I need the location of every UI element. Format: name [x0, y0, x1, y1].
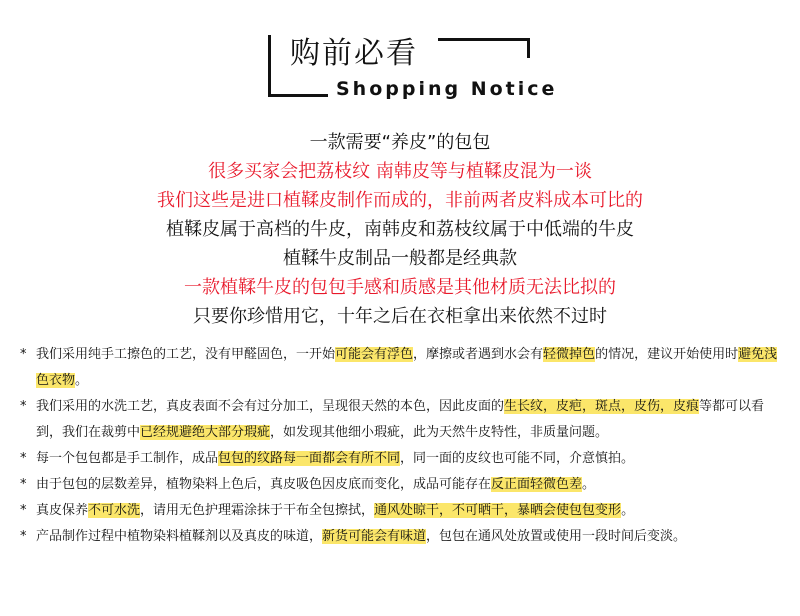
title-frame-top-line [438, 38, 530, 41]
notice-text: 。 [75, 373, 89, 388]
highlighted-text: 避免浅色衣物 [36, 347, 778, 388]
notice-text: ，同一面的皮纹也可能不同，介意慎拍。 [400, 451, 635, 466]
intro-line: 很多买家会把荔枝纹 南韩皮等与植鞣皮混为一谈 [208, 161, 592, 182]
notice-text: 的情况，建议开始使用时 [595, 347, 739, 362]
intro-line: 一款需要“养皮”的包包 [309, 132, 491, 153]
intro-line: 一款植鞣牛皮的包包手感和质感是其他材质无法比拟的 [184, 277, 616, 298]
title-frame-left-line [268, 35, 271, 97]
highlighted-text: 生长纹，皮疤，斑点，皮伤，皮痕 [504, 399, 700, 414]
notice-list [18, 342, 788, 550]
notice-text: 。 [621, 503, 635, 518]
bullet-star-icon: * [20, 529, 27, 544]
notice-text: 每一个包包都是手工制作，成品 [36, 451, 219, 466]
highlighted-text: 反正面轻微色差 [491, 477, 583, 492]
notice-text: 真皮保养 [36, 503, 89, 518]
notice-text: 产品制作过程中植物染料植鞣剂以及真皮的味道， [36, 529, 323, 544]
notice-text: ，如发现其他细小瑕疵，此为天然牛皮特性，非质量问题。 [270, 425, 609, 440]
notice-text: 我们采用纯手工擦色的工艺，没有甲醛固色，一开始 [36, 347, 336, 362]
notice-text: ，请用无色护理霜涂抹于干布全包擦拭， [140, 503, 375, 518]
bullet-star-icon: * [20, 399, 27, 414]
bullet-star-icon: * [20, 477, 27, 492]
highlighted-text: 已经规避绝大部分瑕疵 [140, 425, 271, 440]
notice-item [18, 342, 788, 394]
notice-text: ，摩擦或者遇到水会有 [413, 347, 544, 362]
bullet-star-icon: * [20, 451, 27, 466]
highlighted-text: 包包的纹路每一面都会有所不同 [218, 451, 401, 466]
page-title: 购前必看 [290, 36, 418, 71]
intro-line: 植鞣皮属于高档的牛皮，南韩皮和荔枝纹属于中低端的牛皮 [166, 219, 634, 240]
highlighted-text: 新货可能会有味道 [322, 529, 427, 544]
intro-line: 植鞣牛皮制品一般都是经典款 [283, 248, 517, 269]
highlighted-text: 不可水洗 [88, 503, 141, 518]
notice-item [18, 498, 788, 524]
notice-item [18, 446, 788, 472]
notice-item [18, 394, 788, 446]
page-subtitle: Shopping Notice [336, 78, 558, 100]
bullet-star-icon: * [20, 347, 27, 362]
notice-text: 。 [582, 477, 596, 492]
highlighted-text: 通风处晾干，不可晒干，暴晒会使包包变形 [374, 503, 622, 518]
notice-item [18, 472, 788, 498]
notice-text: ，包包在通风处放置或使用一段时间后变淡。 [426, 529, 687, 544]
notice-text: 由于包包的层数差异，植物染料上色后，真皮吸色因皮底而变化，成品可能存在 [36, 477, 492, 492]
highlighted-text: 可能会有浮色 [335, 347, 414, 362]
notice-text: 我们采用的水洗工艺，真皮表面不会有过分加工，呈现很天然的本色，因此皮面的 [36, 399, 505, 414]
notice-text: 等都可以看到，我们在裁剪中 [36, 399, 765, 440]
highlighted-text: 轻微掉色 [543, 347, 596, 362]
notice-item [18, 524, 788, 550]
title-frame-bottom-line [268, 94, 328, 97]
intro-line: 我们这些是进口植鞣皮制作而成的，非前两者皮料成本可比的 [157, 190, 643, 211]
title-frame-right-line [527, 38, 530, 58]
intro-block [0, 128, 800, 331]
intro-line: 只要你珍惜用它，十年之后在衣柜拿出来依然不过时 [193, 306, 607, 327]
bullet-star-icon: * [20, 503, 27, 518]
